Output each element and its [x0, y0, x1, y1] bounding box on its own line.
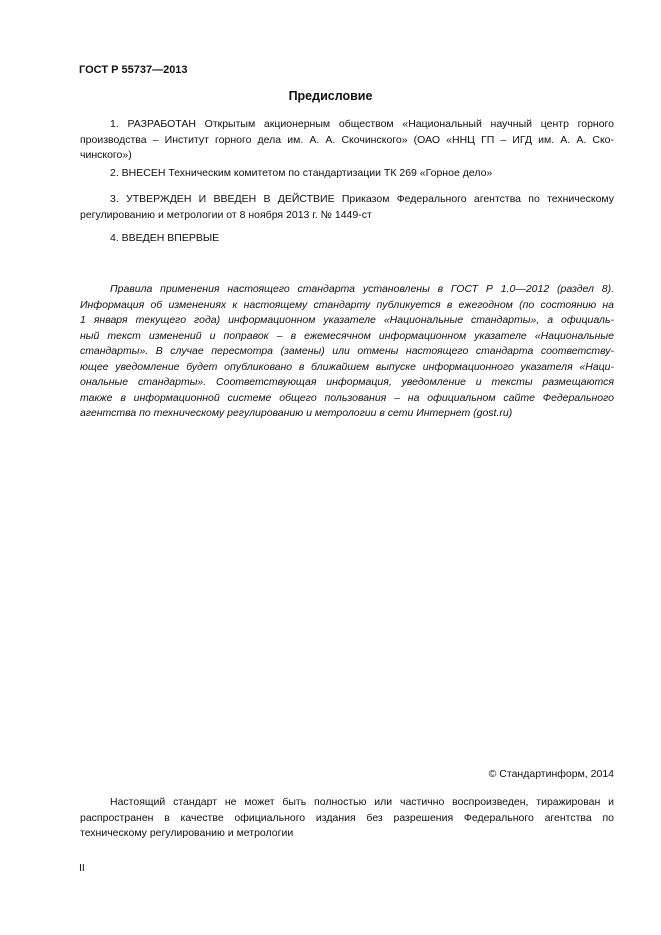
text-line: распространен в качестве официального издания без разрешения Федерального агентства по	[80, 811, 614, 824]
text-line: ональные стандарты». Соответствующая информация, уведомление и тексты размещаются	[80, 376, 614, 388]
text-line: ющее уведомление будет опубликовано в ближайшем выпуске информационного указателя «Наци-	[80, 360, 614, 373]
foreword-item-introduced	[80, 231, 614, 247]
reproduction-notice	[80, 795, 614, 842]
text-line: также в информационной системе общего пользования – на официальном сайте Федерального	[80, 391, 614, 404]
foreword-item-approved	[80, 192, 614, 223]
text-line: ный текст изменений и поправок – в ежемесячном информационном указателе «Национальные	[80, 329, 614, 342]
text-line: Настоящий стандарт не может быть полностью или частично воспроизведен, тиражирован и	[110, 796, 614, 808]
copyright-notice: © Стандартинформ, 2014	[488, 768, 614, 780]
foreword-item-submitted	[80, 166, 614, 182]
text-line: техническому регулированию и метрологии	[80, 827, 294, 839]
text-line: агентства по техническому регулированию и метрологии в сети Интернет (gost.ru)	[80, 407, 513, 419]
text-line: Информация об изменениях к настоящему стандарту публикуется в ежегодном (по состоянию на	[80, 298, 614, 311]
text-line: чинского»)	[80, 149, 132, 161]
document-id: ГОСТ Р 55737—2013	[79, 64, 188, 76]
page-number: II	[79, 862, 85, 874]
text-line: 2. ВНЕСЕН Техническим комитетом по стандартизации ТК 269 «Горное дело»	[110, 167, 493, 179]
text-line: 3. УТВЕРЖДЕН И ВВЕДЕН В ДЕЙСТВИЕ Приказом Федерального агентства по техническому	[110, 193, 614, 205]
foreword-item-developed	[80, 117, 614, 164]
standard-rules-notice	[80, 282, 614, 422]
text-line: 1. РАЗРАБОТАН Открытым акционерным обществом «Национальный научный центр горного	[110, 118, 614, 130]
text-line: производства – Институт горного дела им. А. А. Скочинского» (ОАО «ННЦ ГП – ИГД им. А. А. Ско-	[80, 133, 614, 146]
text-line: Правила применения настоящего стандарта установлены в ГОСТ Р 1.0—2012 (раздел 8).	[110, 283, 614, 295]
text-line: стандарты». В случае пересмотра (замены) или отмены настоящего стандарта соответству-	[80, 345, 614, 357]
text-line: 4. ВВЕДЕН ВПЕРВЫЕ	[110, 232, 220, 244]
text-line: регулированию и метрологии от 8 ноября 2013 г. № 1449-ст	[80, 208, 372, 221]
text-line: 1 января текущего года) информационном указателе «Национальные стандарты», а официаль-	[80, 314, 614, 326]
page-title: Предисловие	[288, 89, 373, 103]
